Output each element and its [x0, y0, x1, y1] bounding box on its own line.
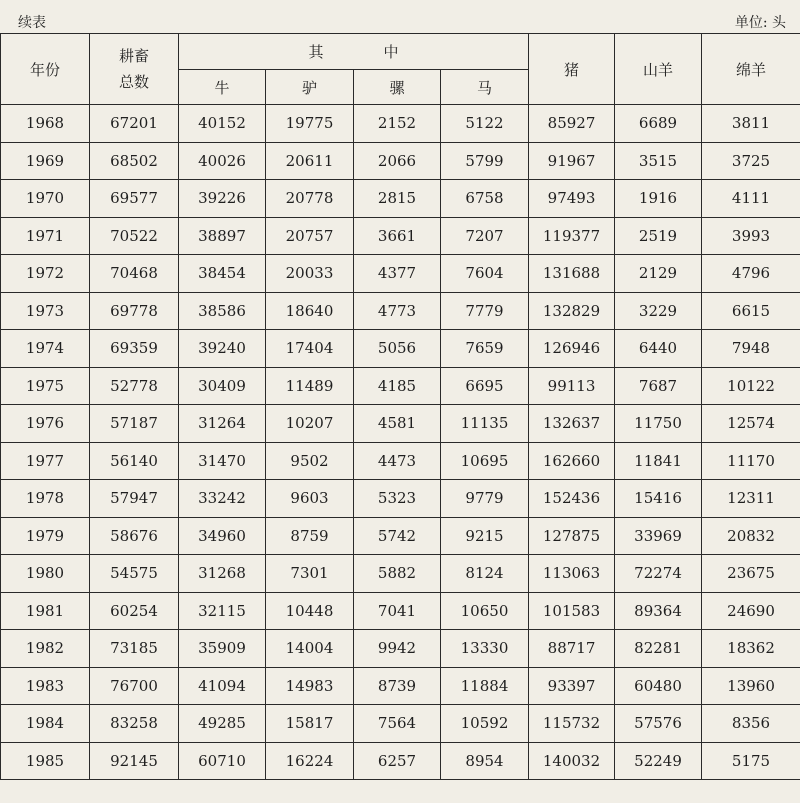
cell-goat: 6440 — [615, 330, 702, 368]
unit-label: 单位: 头 — [734, 15, 786, 31]
cell-draft-total: 92145 — [90, 742, 179, 780]
cell-pig: 115732 — [529, 705, 615, 743]
cell-draft-total: 69577 — [90, 180, 179, 218]
cell-mule: 9942 — [354, 630, 441, 668]
cell-horse: 7604 — [441, 255, 529, 293]
cell-draft-total: 69778 — [90, 292, 179, 330]
cell-pig: 119377 — [529, 217, 615, 255]
cell-cattle: 33242 — [179, 480, 266, 518]
header-cattle: 牛 — [179, 70, 266, 105]
cell-cattle: 34960 — [179, 517, 266, 555]
cell-sheep: 8356 — [702, 705, 800, 743]
cell-cattle: 32115 — [179, 592, 266, 630]
table-row — [1, 330, 800, 368]
cell-draft-total: 70468 — [90, 255, 179, 293]
cell-horse: 7779 — [441, 292, 529, 330]
cell-draft-total: 57947 — [90, 480, 179, 518]
cell-donkey: 20757 — [266, 217, 354, 255]
cell-donkey: 10207 — [266, 405, 354, 443]
cell-mule: 2815 — [354, 180, 441, 218]
cell-donkey: 17404 — [266, 330, 354, 368]
cell-goat: 72274 — [615, 555, 702, 593]
livestock-table — [0, 33, 800, 780]
cell-horse: 7659 — [441, 330, 529, 368]
table-row — [1, 442, 800, 480]
cell-year: 1970 — [1, 180, 90, 218]
cell-cattle: 38897 — [179, 217, 266, 255]
header-sheep: 绵羊 — [702, 34, 800, 105]
cell-donkey: 9502 — [266, 442, 354, 480]
header-goat: 山羊 — [615, 34, 702, 105]
cell-goat: 57576 — [615, 705, 702, 743]
cell-draft-total: 60254 — [90, 592, 179, 630]
table-caption-bar — [0, 0, 800, 36]
cell-pig: 152436 — [529, 480, 615, 518]
cell-cattle: 40152 — [179, 105, 266, 143]
cell-goat: 52249 — [615, 742, 702, 780]
cell-goat: 11750 — [615, 405, 702, 443]
cell-pig: 132637 — [529, 405, 615, 443]
header-horse: 马 — [441, 70, 529, 105]
cell-goat: 1916 — [615, 180, 702, 218]
table-row — [1, 180, 800, 218]
cell-sheep: 3725 — [702, 142, 800, 180]
cell-cattle: 41094 — [179, 667, 266, 705]
cell-draft-total: 83258 — [90, 705, 179, 743]
cell-year: 1979 — [1, 517, 90, 555]
cell-donkey: 11489 — [266, 367, 354, 405]
cell-donkey: 16224 — [266, 742, 354, 780]
cell-pig: 127875 — [529, 517, 615, 555]
cell-goat: 3229 — [615, 292, 702, 330]
cell-sheep: 18362 — [702, 630, 800, 668]
cell-donkey: 7301 — [266, 555, 354, 593]
table-row — [1, 480, 800, 518]
cell-sheep: 13960 — [702, 667, 800, 705]
cell-year: 1974 — [1, 330, 90, 368]
cell-mule: 4773 — [354, 292, 441, 330]
cell-cattle: 35909 — [179, 630, 266, 668]
cell-pig: 97493 — [529, 180, 615, 218]
cell-goat: 2129 — [615, 255, 702, 293]
cell-mule: 2152 — [354, 105, 441, 143]
cell-donkey: 18640 — [266, 292, 354, 330]
cell-year: 1968 — [1, 105, 90, 143]
cell-mule: 3661 — [354, 217, 441, 255]
cell-donkey: 15817 — [266, 705, 354, 743]
cell-year: 1980 — [1, 555, 90, 593]
cell-donkey: 14004 — [266, 630, 354, 668]
cell-horse: 11884 — [441, 667, 529, 705]
cell-sheep: 3811 — [702, 105, 800, 143]
cell-goat: 6689 — [615, 105, 702, 143]
cell-cattle: 31264 — [179, 405, 266, 443]
cell-year: 1969 — [1, 142, 90, 180]
cell-goat: 11841 — [615, 442, 702, 480]
cell-draft-total: 76700 — [90, 667, 179, 705]
cell-donkey: 10448 — [266, 592, 354, 630]
cell-cattle: 39226 — [179, 180, 266, 218]
cell-cattle: 40026 — [179, 142, 266, 180]
cell-cattle: 31470 — [179, 442, 266, 480]
cell-donkey: 20778 — [266, 180, 354, 218]
header-draft-total — [90, 34, 179, 105]
cell-draft-total: 73185 — [90, 630, 179, 668]
cell-draft-total: 52778 — [90, 367, 179, 405]
cell-goat: 15416 — [615, 480, 702, 518]
cell-year: 1972 — [1, 255, 90, 293]
cell-draft-total: 54575 — [90, 555, 179, 593]
cell-donkey: 14983 — [266, 667, 354, 705]
cell-year: 1983 — [1, 667, 90, 705]
header-mule: 骡 — [354, 70, 441, 105]
cell-donkey: 9603 — [266, 480, 354, 518]
cell-pig: 101583 — [529, 592, 615, 630]
table-body — [1, 105, 800, 780]
cell-year: 1971 — [1, 217, 90, 255]
cell-cattle: 38586 — [179, 292, 266, 330]
cell-year: 1982 — [1, 630, 90, 668]
cell-mule: 2066 — [354, 142, 441, 180]
table-row — [1, 217, 800, 255]
cell-sheep: 12574 — [702, 405, 800, 443]
header-draft-total-line1: 耕畜 — [118, 47, 149, 65]
table-row — [1, 592, 800, 630]
cell-year: 1975 — [1, 367, 90, 405]
cell-pig: 93397 — [529, 667, 615, 705]
cell-draft-total: 58676 — [90, 517, 179, 555]
table-row — [1, 630, 800, 668]
cell-pig: 132829 — [529, 292, 615, 330]
cell-pig: 85927 — [529, 105, 615, 143]
cell-pig: 88717 — [529, 630, 615, 668]
cell-draft-total: 68502 — [90, 142, 179, 180]
header-donkey: 驴 — [266, 70, 354, 105]
cell-mule: 7564 — [354, 705, 441, 743]
cell-sheep: 4796 — [702, 255, 800, 293]
cell-pig: 91967 — [529, 142, 615, 180]
table-row — [1, 255, 800, 293]
cell-draft-total: 56140 — [90, 442, 179, 480]
cell-horse: 9215 — [441, 517, 529, 555]
cell-year: 1985 — [1, 742, 90, 780]
cell-sheep: 24690 — [702, 592, 800, 630]
cell-pig: 162660 — [529, 442, 615, 480]
cell-mule: 7041 — [354, 592, 441, 630]
cell-year: 1981 — [1, 592, 90, 630]
cell-horse: 10592 — [441, 705, 529, 743]
cell-mule: 4377 — [354, 255, 441, 293]
cell-sheep: 10122 — [702, 367, 800, 405]
cell-horse: 8124 — [441, 555, 529, 593]
cell-mule: 5742 — [354, 517, 441, 555]
table-row — [1, 667, 800, 705]
cell-year: 1984 — [1, 705, 90, 743]
cell-mule: 5323 — [354, 480, 441, 518]
cell-draft-total: 67201 — [90, 105, 179, 143]
cell-donkey: 19775 — [266, 105, 354, 143]
cell-horse: 10650 — [441, 592, 529, 630]
cell-goat: 60480 — [615, 667, 702, 705]
cell-goat: 3515 — [615, 142, 702, 180]
table-row — [1, 292, 800, 330]
cell-goat: 82281 — [615, 630, 702, 668]
cell-goat: 7687 — [615, 367, 702, 405]
cell-sheep: 5175 — [702, 742, 800, 780]
cell-donkey: 8759 — [266, 517, 354, 555]
cell-donkey: 20033 — [266, 255, 354, 293]
cell-mule: 6257 — [354, 742, 441, 780]
cell-sheep: 7948 — [702, 330, 800, 368]
cell-mule: 5882 — [354, 555, 441, 593]
cell-cattle: 49285 — [179, 705, 266, 743]
header-pig: 猪 — [529, 34, 615, 105]
cell-cattle: 30409 — [179, 367, 266, 405]
table-row — [1, 105, 800, 143]
cell-sheep: 11170 — [702, 442, 800, 480]
table-row — [1, 405, 800, 443]
header-year: 年份 — [1, 34, 90, 105]
cell-horse: 8954 — [441, 742, 529, 780]
cell-cattle: 39240 — [179, 330, 266, 368]
header-draft-total-line2: 总数 — [118, 73, 149, 91]
table-row — [1, 142, 800, 180]
continued-label: 续表 — [18, 15, 46, 31]
cell-cattle: 60710 — [179, 742, 266, 780]
cell-mule: 4185 — [354, 367, 441, 405]
cell-horse: 6758 — [441, 180, 529, 218]
table-row — [1, 705, 800, 743]
cell-horse: 6695 — [441, 367, 529, 405]
cell-sheep: 23675 — [702, 555, 800, 593]
cell-donkey: 20611 — [266, 142, 354, 180]
cell-sheep: 20832 — [702, 517, 800, 555]
cell-horse: 9779 — [441, 480, 529, 518]
cell-goat: 89364 — [615, 592, 702, 630]
cell-year: 1978 — [1, 480, 90, 518]
cell-goat: 33969 — [615, 517, 702, 555]
cell-pig: 99113 — [529, 367, 615, 405]
table-row — [1, 367, 800, 405]
cell-sheep: 12311 — [702, 480, 800, 518]
table-row — [1, 517, 800, 555]
cell-draft-total: 57187 — [90, 405, 179, 443]
cell-mule: 8739 — [354, 667, 441, 705]
cell-horse: 7207 — [441, 217, 529, 255]
cell-draft-total: 70522 — [90, 217, 179, 255]
cell-horse: 11135 — [441, 405, 529, 443]
cell-year: 1976 — [1, 405, 90, 443]
cell-mule: 5056 — [354, 330, 441, 368]
cell-pig: 140032 — [529, 742, 615, 780]
cell-pig: 126946 — [529, 330, 615, 368]
cell-horse: 5122 — [441, 105, 529, 143]
cell-sheep: 6615 — [702, 292, 800, 330]
table-row — [1, 555, 800, 593]
header-of-which: 其中 — [179, 34, 529, 70]
cell-draft-total: 69359 — [90, 330, 179, 368]
cell-mule: 4581 — [354, 405, 441, 443]
cell-horse: 10695 — [441, 442, 529, 480]
cell-horse: 5799 — [441, 142, 529, 180]
cell-cattle: 38454 — [179, 255, 266, 293]
cell-goat: 2519 — [615, 217, 702, 255]
cell-horse: 13330 — [441, 630, 529, 668]
table-row — [1, 742, 800, 780]
cell-sheep: 4111 — [702, 180, 800, 218]
cell-sheep: 3993 — [702, 217, 800, 255]
cell-year: 1977 — [1, 442, 90, 480]
cell-mule: 4473 — [354, 442, 441, 480]
cell-cattle: 31268 — [179, 555, 266, 593]
cell-year: 1973 — [1, 292, 90, 330]
cell-pig: 113063 — [529, 555, 615, 593]
cell-pig: 131688 — [529, 255, 615, 293]
